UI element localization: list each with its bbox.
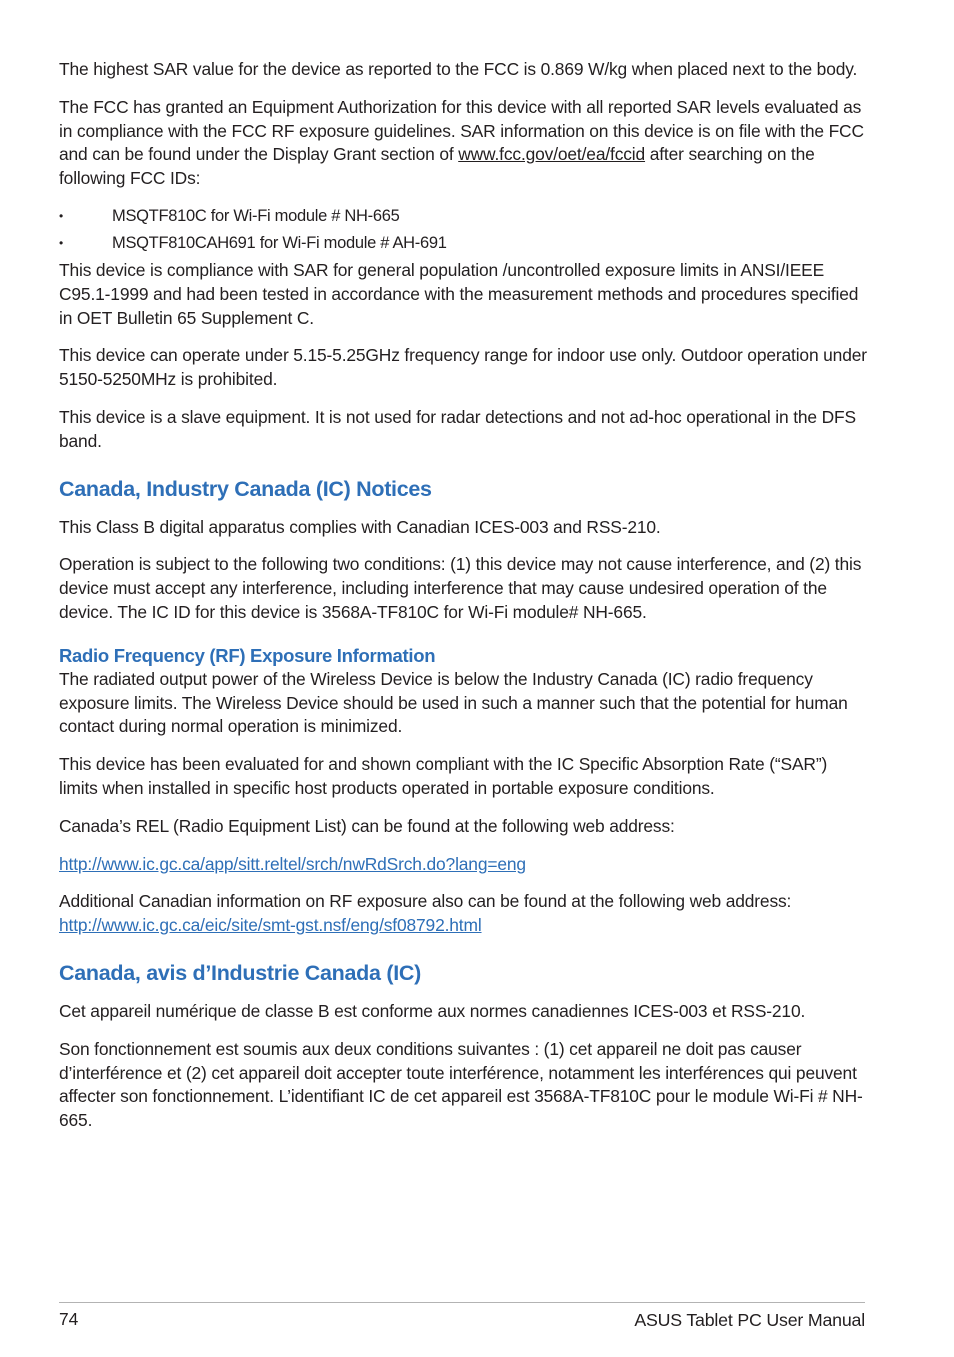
sar-paragraph-5: This device is a slave equipment. It is not used for radar detections and not ad-hoc operational in the DFS band. bbox=[59, 406, 856, 451]
rel-link-paragraph bbox=[59, 853, 867, 877]
rf-paragraph-2: This device has been evaluated for and shown compliant with the IC Specific Absorption Rate (“SAR”) limits when installed in specific host products operated in portable exposure conditions. bbox=[59, 754, 828, 798]
bullet-icon: • bbox=[59, 208, 63, 223]
sar-paragraph-4: This device can operate under 5.15-5.25GHz frequency range for indoor use only. Outdoor operation under 5150-5250MHz is prohibited. bbox=[59, 345, 867, 390]
ic-paragraph-1: This Class B digital apparatus complies with Canadian ICES-003 and RSS-210. bbox=[59, 516, 661, 537]
manual-title: ASUS Tablet PC User Manual bbox=[634, 1310, 865, 1330]
sar-paragraph-2-post: after searching on the following FCC IDs: bbox=[59, 144, 815, 189]
rf-paragraph-3: Canada’s REL (Radio Equipment List) can be found at the following web address: bbox=[59, 815, 675, 836]
list-item-text: MSQTF810CAH691 for Wi-Fi module # AH-691 bbox=[112, 233, 447, 252]
ic-fr-paragraph-1: Cet appareil numérique de classe B est conforme aux normes canadiennes ICES-003 et RSS-210. bbox=[59, 1000, 806, 1021]
rf-paragraph-4 bbox=[59, 890, 867, 938]
list-item bbox=[59, 232, 867, 254]
section-heading-ic-avis: Canada, avis d’Industrie Canada (IC) bbox=[59, 960, 421, 985]
fcc-id-link[interactable]: www.fcc.gov/oet/ea/fccid bbox=[458, 144, 646, 165]
rf-paragraph-4-text: Additional Canadian information on RF exposure also can be found at the following web address: bbox=[59, 891, 792, 912]
fcc-id-list bbox=[59, 205, 867, 254]
page-footer bbox=[59, 1302, 865, 1330]
rel-link[interactable]: http://www.ic.gc.ca/app/sitt.reltel/srch/nwRdSrch.do?lang=eng bbox=[59, 853, 526, 874]
subheading-rf-exposure: Radio Frequency (RF) Exposure Information bbox=[59, 644, 436, 666]
rf-exposure-link[interactable]: http://www.ic.gc.ca/eic/site/smt-gst.nsf/eng/sf08792.html bbox=[59, 915, 482, 936]
rf-paragraph-1: The radiated output power of the Wireless Device is below the Industry Canada (IC) radio frequency exposure limits. The Wireless Device should be used in such a manner such that the potential for human contact during normal operation is minimized. bbox=[59, 668, 848, 737]
section-heading-ic-notices: Canada, Industry Canada (IC) Notices bbox=[59, 476, 432, 501]
sar-paragraph-1: The highest SAR value for the device as reported to the FCC is 0.869 W/kg when placed next to the body. bbox=[59, 59, 858, 79]
list-item-text: MSQTF810C for Wi-Fi module # NH-665 bbox=[112, 206, 400, 225]
page-content bbox=[59, 58, 867, 1147]
sar-paragraph-2 bbox=[59, 96, 867, 191]
ic-paragraph-2: Operation is subject to the following two conditions: (1) this device may not cause interference, and (2) this device must accept any interference, including interference that may cause undesired operation of the device. The IC ID for this device is 3568A-TF810C for Wi-Fi module# NH-665. bbox=[59, 554, 862, 622]
bullet-icon: • bbox=[59, 235, 63, 250]
page-number: 74 bbox=[59, 1309, 79, 1329]
list-item bbox=[59, 205, 867, 227]
ic-fr-paragraph-2: Son fonctionnement est soumis aux deux conditions suivantes : (1) cet appareil ne doit pas causer d’interférence et (2) cet appareil doit accepter toute interférence, notamment les interférences qui peuvent affecter son fonctionnement. L’identifiant IC de cet appareil est 3568A-TF810C pour le module Wi-Fi # NH-665. bbox=[59, 1038, 863, 1131]
sar-paragraph-3: This device is compliance with SAR for general population /uncontrolled exposure limits in ANSI/IEEE C95.1-1999 and had been tested in accordance with the measurement methods and procedures specified in OET Bulletin 65 Supplement C. bbox=[59, 259, 859, 328]
sar-paragraph-2-pre: The FCC has granted an Equipment Authorization for this device with all reported SAR levels evaluated as in compliance with the FCC RF exposure guidelines. SAR information on this device is on file with the FCC and can be found under the Display Grant section of bbox=[59, 96, 864, 165]
